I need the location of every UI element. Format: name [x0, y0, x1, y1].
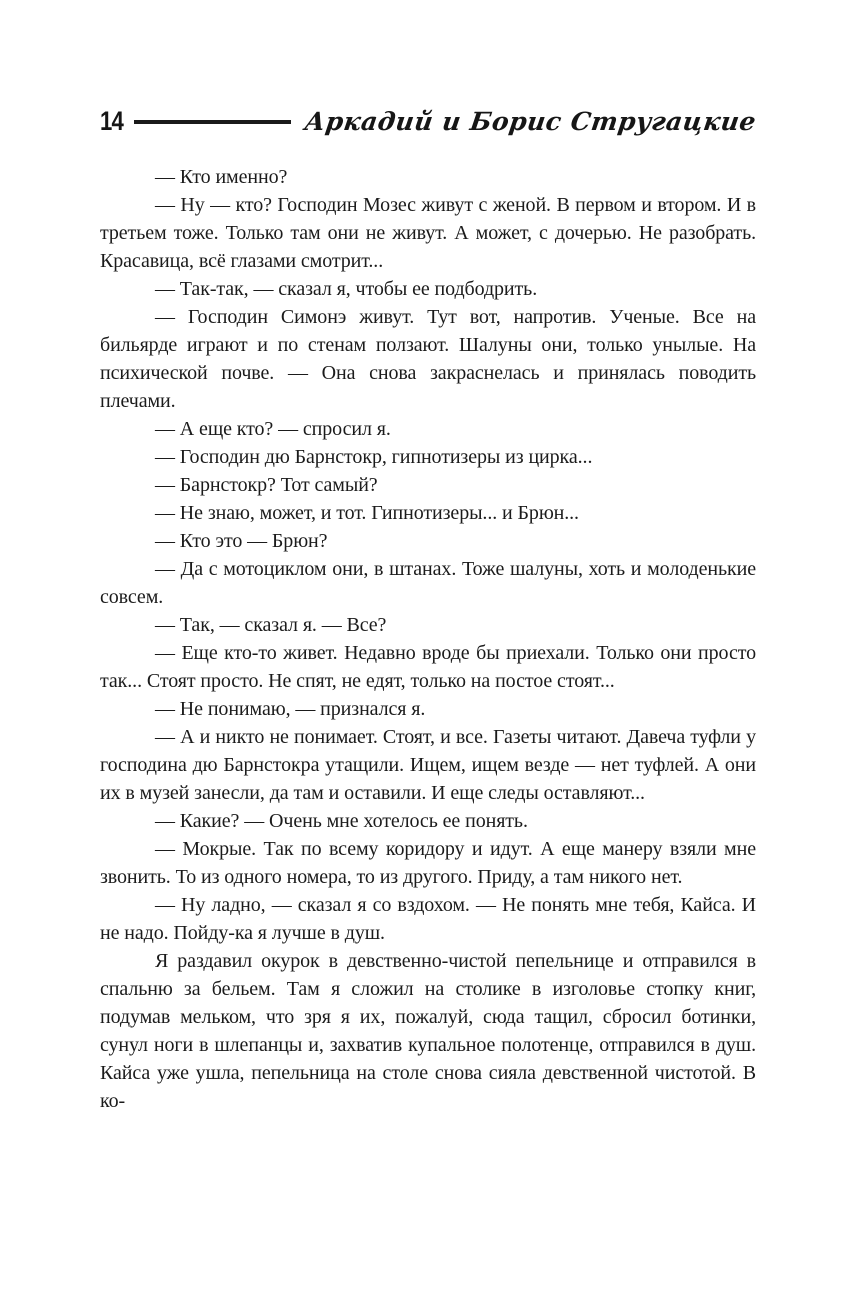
paragraph: — Господин Симонэ живут. Тут вот, напротив. Ученые. Все на бильярде играют и по стенам ползают. Шалуны они, только унылые. На психической почве. — Она снова закраснелась и принялась поводить плечами. — [100, 306, 756, 412]
header-rule — [134, 120, 291, 124]
paragraph: — Какие? — Очень мне хотелось ее понять. — [155, 810, 528, 832]
paragraph: — Не понимаю, — признался я. — [155, 698, 426, 720]
paragraph: — А еще кто? — спросил я. — [155, 418, 391, 440]
paragraph: — Так-так, — сказал я, чтобы ее подбодрить. — [155, 278, 538, 300]
paragraph: — Ну — кто? Господин Мозес живут с женой. В первом и втором. И в третьем тоже. Только там они не живут. А может, с дочерью. Не разобрать. Красавица, всё глазами смотрит... — [100, 194, 756, 272]
paragraph: — Ну ладно, — сказал я со вздохом. — Не понять мне тебя, Кайса. И не надо. Пойду-ка я лучше в душ. — [100, 894, 756, 944]
paragraph: Я раздавил окурок в девственно-чистой пепельнице и отправился в спальню за бельем. Там я сложил на столике в изголовье стопку книг, подумав мельком, что зря я их, пожалуй, сюда тащил, сбросил ботинки, сунул ноги в шлепанцы и, захватив купальное полотенце, отправился в душ. Кайса уже ушла, пепельница на столе снова сияла девственной чистотой. В ко- — [100, 950, 756, 1112]
paragraph: — Барнстокр? Тот самый? — [155, 474, 378, 496]
paragraph: — Так, — сказал я. — Все? — [155, 614, 387, 636]
paragraph: — Кто именно? — [155, 166, 288, 188]
paragraph: — Мокрые. Так по всему коридору и идут. А еще манеру взяли мне звонить. То из одного номера, то из другого. Приду, а там никого нет. — [100, 838, 756, 888]
paragraph: — Не знаю, может, и тот. Гипнотизеры... и Брюн... — [155, 502, 579, 524]
page-number: 14 — [100, 105, 123, 136]
running-header-author: Аркадий и Борис Стругацкие — [302, 106, 759, 136]
paragraph: — Господин дю Барнстокр, гипнотизеры из цирка... — [155, 446, 593, 468]
paragraph: — А и никто не понимает. Стоят, и все. Газеты читают. Давеча туфли у господина дю Барнстокра утащили. Ищем, ищем везде — нет туфлей. А они их в музей занесли, да там и оставили. И еще следы оставляют... — [100, 726, 756, 804]
body-text — [100, 163, 756, 1115]
paragraph: — Еще кто-то живет. Недавно вроде бы приехали. Только они просто так... Стоят просто. Не спят, не едят, только на постое стоят... — [100, 642, 756, 692]
paragraph: — Да с мотоциклом они, в штанах. Тоже шалуны, хоть и молоденькие совсем. — [100, 558, 756, 608]
paragraph: — Кто это — Брюн? — [155, 530, 328, 552]
running-header — [100, 105, 759, 136]
